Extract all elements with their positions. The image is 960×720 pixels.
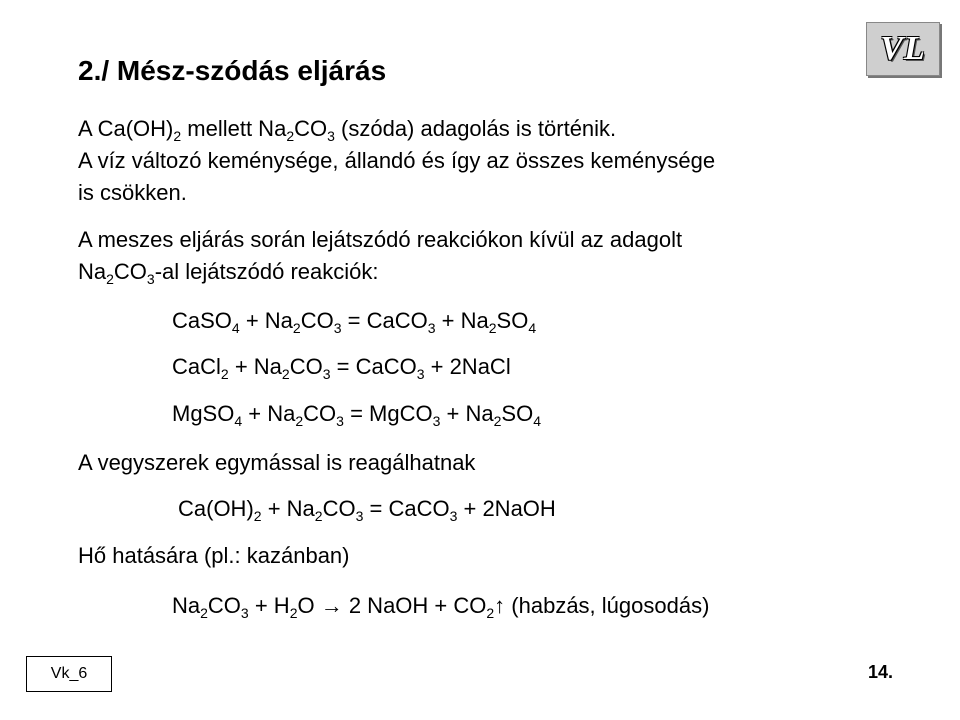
- heat-effect-text: Hő hatására (pl.: kazánban): [78, 543, 350, 568]
- equation-caoh2: $Ca(OH)_2 + Na_2CO_3$ = CaCO$_3$ + 2NaOH: [178, 496, 556, 524]
- vl-logo: [866, 22, 940, 76]
- up-arrow-icon: ↑: [494, 593, 506, 618]
- intro-line-2: A víz változó keménysége, állandó és így az összes keménysége: [78, 148, 716, 173]
- intro-line-3: is csökken.: [78, 180, 187, 205]
- footer-label-box: [26, 656, 112, 692]
- reaction-intro-line-2: $Na_2CO_3-al$ lejátszódó reakciók:: [78, 259, 379, 287]
- footer-label: Vk_6: [50, 665, 88, 682]
- vl-logo-text: VL: [880, 30, 926, 67]
- page-number: 14.: [868, 662, 894, 682]
- reaction-intro-line-1: A meszes eljárás során lejátszódó reakciókon kívül az adagolt: [78, 227, 683, 252]
- equation-na2co3-heat: $Na_2CO_3 + H_2O \to 2$ NaOH + $CO_2↑$ (habzás, lúgosodás): [172, 593, 710, 621]
- equation-caso4: CaSO$_4$ + $Na_2CO_3$ = CaCO$_3$ + $Na_2SO_4$: [172, 308, 537, 336]
- equation-cacl2: CaCl$_2$ + $Na_2CO_3$ = CaCO$_3$ + 2NaCl: [172, 354, 511, 382]
- right-arrow-icon: →: [320, 593, 343, 618]
- intro-line-1: A $Ca(OH)_2$ mellett $Na_2CO_3$ (szóda) adagolás is történik.: [78, 116, 617, 144]
- slide-title: 2./ Mész-szódás eljárás: [78, 55, 387, 86]
- chemicals-react-text: A vegyszerek egymással is reagálhatnak: [78, 450, 476, 475]
- equation-mgso4: MgSO$_4$ + $Na_2CO_3$ = MgCO$_3$ + $Na_2SO_4$: [172, 401, 541, 429]
